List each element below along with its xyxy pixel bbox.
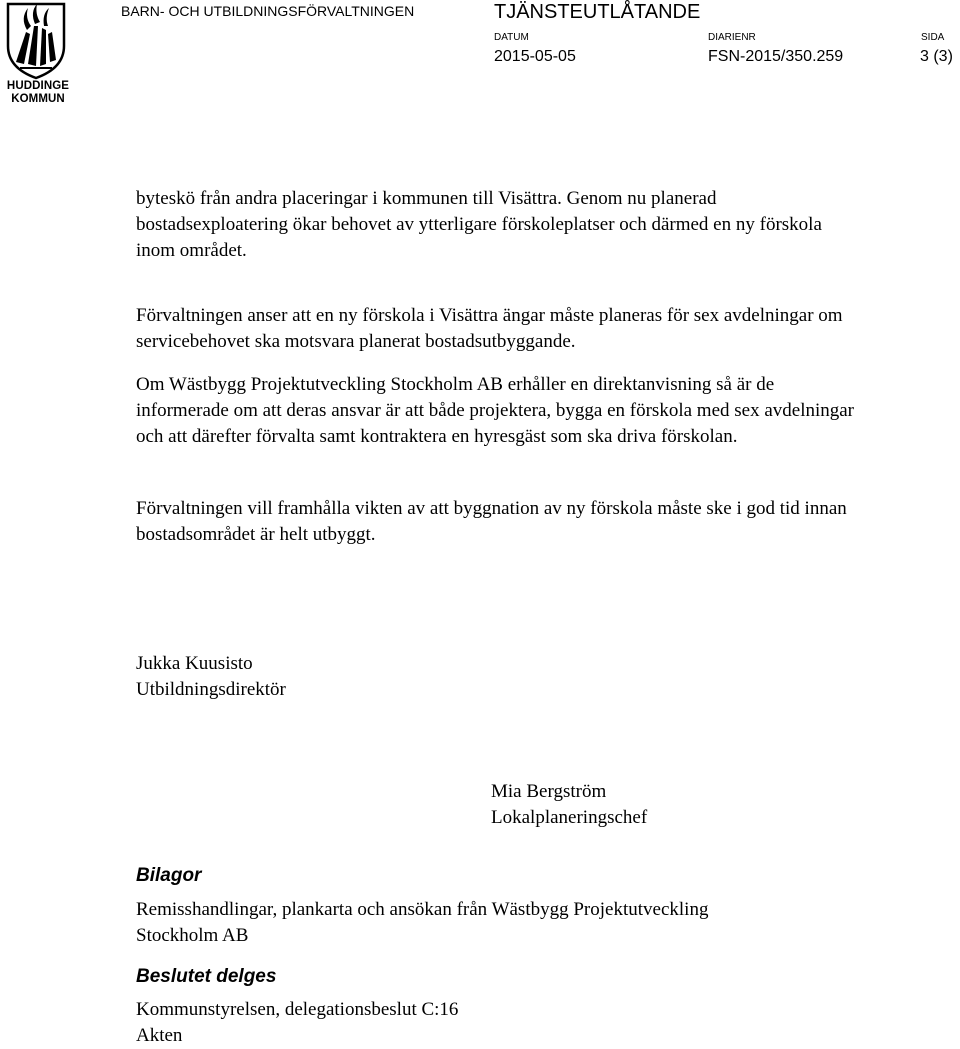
signer-1-name: Jukka Kuusisto <box>136 653 253 674</box>
document-type: TJÄNSTEUTLÅTANDE <box>494 1 701 23</box>
paragraph-2-text: Förvaltningen anser att en ny förskola i Visättra ängar måste planeras för sex avdelningar om servicebehovet ska motsvara planerat bostadsutbyggande. <box>136 305 843 352</box>
organization-name: BARN- OCH UTBILDNINGSFÖRVALTNINGEN <box>121 3 415 19</box>
paragraph-1-text: byteskö från andra placeringar i kommunen till Visättra. Genom nu planerad bostadsexploatering ökar behovet av ytterligare förskoleplatser och därmed en ny förskola inom området. <box>136 188 822 261</box>
logo-text-line1: HUDDINGE <box>6 80 70 92</box>
logo-emblem-icon <box>6 2 66 80</box>
paragraph-1 <box>136 186 856 264</box>
date-value: 2015-05-05 <box>494 48 576 65</box>
page-label: SIDA <box>921 32 945 43</box>
distribution-heading: Beslutet delges <box>136 966 277 987</box>
paragraph-2 <box>136 303 856 355</box>
paragraph-3-text: Om Wästbygg Projektutveckling Stockholm AB erhåller en direktanvisning så är de informerade om att deras ansvar är att både projektera, bygga en förskola med sex avdelningar och att därefter förvalta samt kontraktera en hyresgäst som ska driva förskolan. <box>136 374 855 447</box>
paragraph-3 <box>136 372 856 450</box>
page-number: 3 (3) <box>920 48 953 65</box>
attachments-heading: Bilagor <box>136 865 202 886</box>
distribution-line-2: Akten <box>136 1025 183 1046</box>
attachments-list <box>136 897 856 949</box>
municipality-logo <box>6 2 70 105</box>
distribution-list <box>136 997 856 1049</box>
paragraph-4-text: Förvaltningen vill framhålla vikten av att byggnation av ny förskola måste ske i god tid innan bostadsområdet är helt utbyggt. <box>136 498 847 545</box>
distribution-line-1: Kommunstyrelsen, delegationsbeslut C:16 <box>136 999 459 1020</box>
diary-label: DIARIENR <box>708 32 756 43</box>
signature-block-2 <box>491 779 891 831</box>
attachment-line-1: Remisshandlingar, plankarta och ansökan från Wästbygg Projektutveckling <box>136 899 709 920</box>
signer-2-name: Mia Bergström <box>491 781 607 802</box>
signature-block-1 <box>136 651 856 703</box>
paragraph-4 <box>136 496 856 548</box>
date-label: DATUM <box>494 32 529 43</box>
signer-2-title: Lokalplaneringschef <box>491 807 648 828</box>
logo-text-line2: KOMMUN <box>11 93 65 105</box>
signer-1-title: Utbildningsdirektör <box>136 679 286 700</box>
diary-number: FSN-2015/350.259 <box>708 48 844 65</box>
attachment-line-2: Stockholm AB <box>136 925 249 946</box>
